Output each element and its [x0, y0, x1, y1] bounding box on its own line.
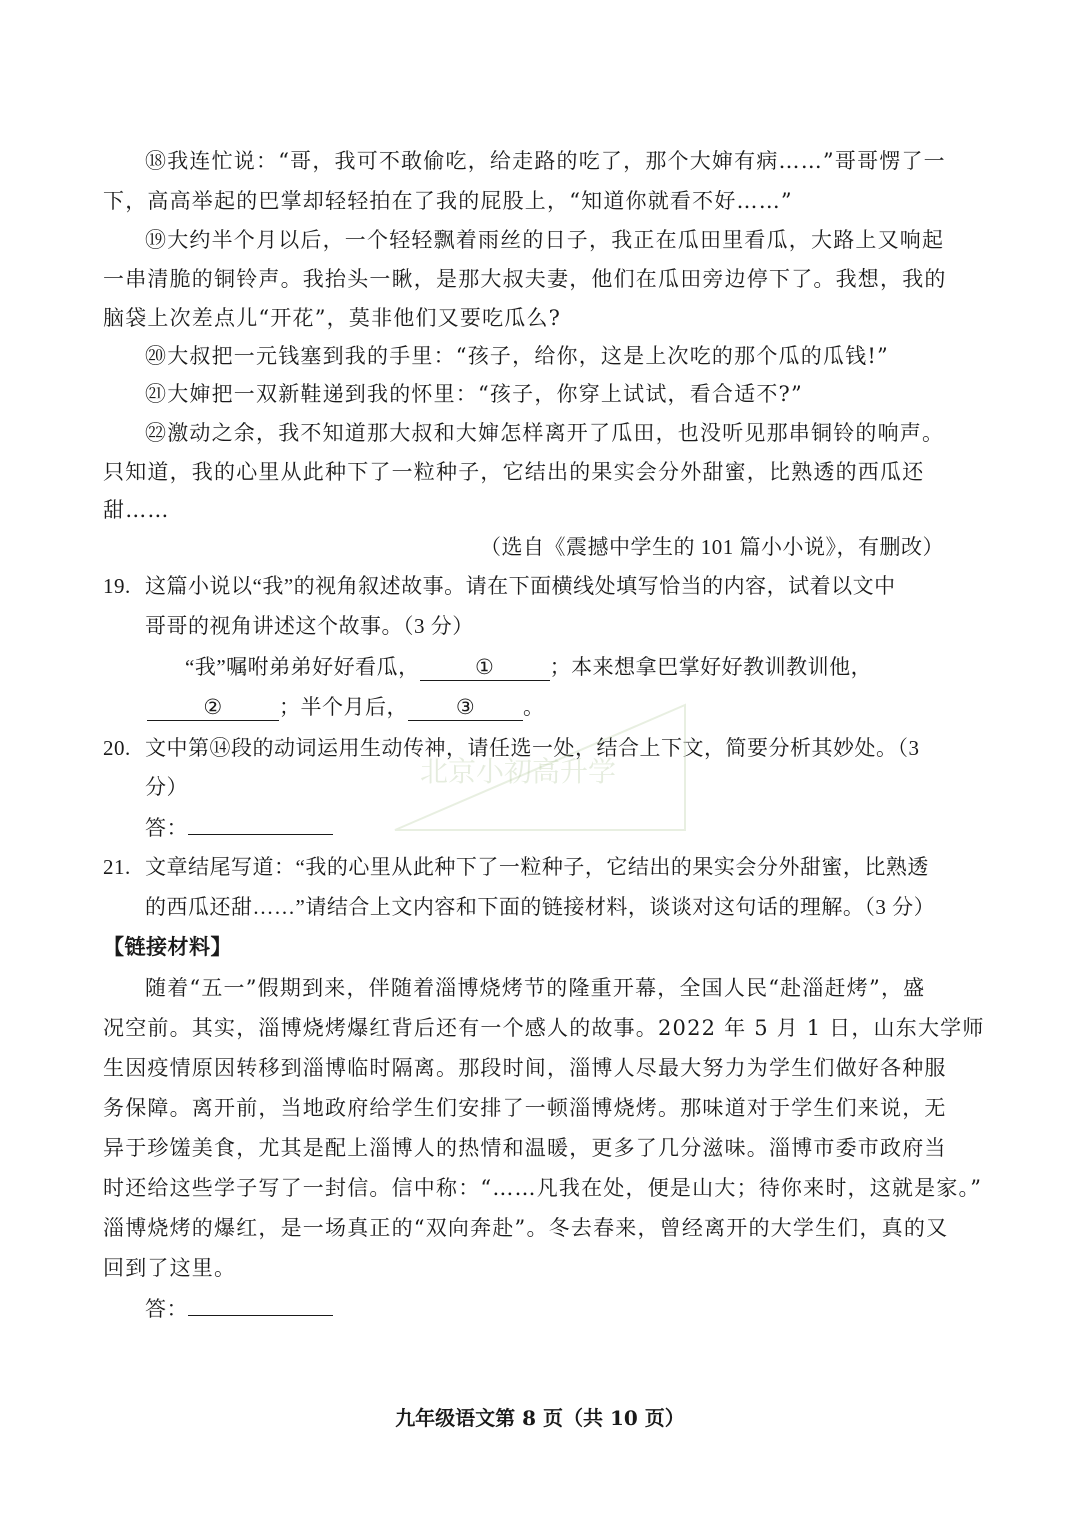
paragraph-22-line-3: 甜……: [103, 498, 170, 522]
fill-text-b: ；本来想拿巴掌好好教训教训他，: [549, 655, 873, 679]
link-line-4: 务保障。离开前，当地政府给学生们安排了一顿淄博烧烤。那味道对于学生们来说，无: [103, 1096, 947, 1120]
link-line-5: 异于珍馐美食，尤其是配上淄博人的热情和温暖，更多了几分滋味。淄博市委市政府当: [103, 1136, 947, 1160]
question-19-number: 19.: [103, 574, 131, 598]
watermark-text: 北京小初高升学: [420, 755, 617, 788]
link-line-2: 况空前。其实，淄博烧烤爆红背后还有一个感人的故事。2022 年 5 月 1 日，山东大学师: [103, 1016, 985, 1040]
question-20-answer: [145, 812, 333, 843]
blank-2[interactable]: ②: [147, 694, 279, 721]
paragraph-21-line-1: ㉑大婶把一双新鞋递到我的怀里：“孩子，你穿上试试，看合适不?”: [145, 382, 803, 406]
paragraph-19-line-3: 脑袋上次差点儿“开花”，莫非他们又要吃瓜么?: [103, 306, 562, 330]
blank-3[interactable]: ③: [408, 694, 523, 721]
paragraph-22-line-1: ㉒激动之余，我不知道那大叔和大婶怎样离开了瓜田，也没听见那串铜铃的响声。: [145, 421, 945, 445]
link-line-7: 淄博烧烤的爆红，是一场真正的“双向奔赴”。冬去春来，曾经离开的大学生们，真的又: [103, 1216, 949, 1240]
question-20-line-1: 文中第⑭段的动词运用生动传神，请任选一处，结合上下文，简要分析其妙处。（3: [145, 736, 920, 760]
paragraph-18-line-2: 下，高高举起的巴掌却轻轻拍在了我的屁股上，“知道你就看不好……”: [103, 189, 793, 213]
link-line-3: 生因疫情原因转移到淄博临时隔离。那段时间，淄博人尽最大努力为学生们做好各种服: [103, 1056, 947, 1080]
story-source: （选自《震撼中学生的 101 篇小小说》，有删改）: [480, 535, 944, 559]
link-line-6: 时还给这些学子写了一封信。信中称：“……凡我在处，便是山大；待你来时，这就是家。”: [103, 1176, 983, 1200]
question-19-line-1: 这篇小说以“我”的视角叙述故事。请在下面横线处填写恰当的内容，试着以文中: [145, 574, 896, 598]
paragraph-22-line-2: 只知道，我的心里从此种下了一粒种子，它结出的果实会分外甜蜜，比熟透的西瓜还: [103, 460, 925, 484]
answer-line[interactable]: [188, 812, 333, 835]
question-19-fill-row-1: [185, 652, 872, 682]
answer-label: 答：: [145, 1297, 188, 1321]
page-footer: 九年级语文第 8 页（共 10 页）: [395, 1406, 685, 1430]
question-20-line-2: 分）: [145, 775, 188, 799]
fill-text-d: 。: [523, 695, 545, 719]
link-line-1: 随着“五一”假期到来，伴随着淄博烧烤节的隆重开幕，全国人民“赴淄赶烤”，盛: [145, 976, 926, 1000]
question-21-answer: [145, 1293, 333, 1324]
answer-line[interactable]: [188, 1293, 333, 1316]
question-20-number: 20.: [103, 736, 131, 760]
link-line-8: 回到了这里。: [103, 1256, 237, 1280]
paragraph-19-line-1: ⑲大约半个月以后，一个轻轻飘着雨丝的日子，我正在瓜田里看瓜，大路上又响起: [145, 228, 945, 252]
paragraph-20-line-1: ⑳大叔把一元钱塞到我的手里：“孩子，给你，这是上次吃的那个瓜的瓜钱!”: [145, 344, 889, 368]
question-21-line-1: 文章结尾写道：“我的心里从此种下了一粒种子，它结出的果实会分外甜蜜，比熟透: [145, 855, 929, 879]
question-21-number: 21.: [103, 855, 131, 879]
fill-text-c: ；半个月后，: [279, 695, 408, 719]
question-19-fill-row-2: [147, 692, 545, 722]
question-21-line-2: 的西瓜还甜……”请结合上文内容和下面的链接材料，谈谈对这句话的理解。（3 分）: [145, 895, 936, 919]
blank-1[interactable]: ①: [420, 654, 550, 681]
link-material-heading: 【链接材料】: [103, 935, 232, 959]
paragraph-18-line-1: ⑱我连忙说：“哥，我可不敢偷吃，给走路的吃了，那个大婶有病……”哥哥愣了一: [145, 149, 946, 173]
answer-label: 答：: [145, 816, 188, 840]
paragraph-19-line-2: 一串清脆的铜铃声。我抬头一瞅，是那大叔夫妻，他们在瓜田旁边停下了。我想，我的: [103, 267, 947, 291]
question-19-line-2: 哥哥的视角讲述这个故事。（3 分）: [145, 614, 474, 638]
fill-text-a: “我”嘱咐弟弟好好看瓜，: [185, 655, 420, 679]
